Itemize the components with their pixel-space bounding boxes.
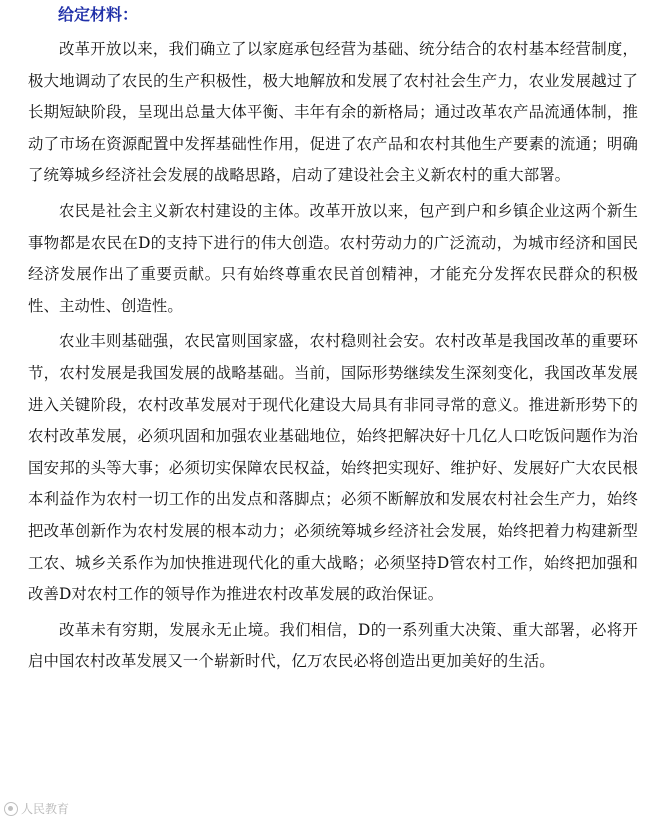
watermark-logo-icon (4, 802, 18, 816)
watermark-text: 人民教育 (21, 802, 70, 816)
paragraph-4: 改革未有穷期，发展永无止境。我们相信，D的一系列重大决策、重大部署，必将开启中国农村改革发展又一个崭新时代，亿万农民必将创造出更加美好的生活。 (28, 620, 638, 671)
material-heading: 给定材料： (58, 5, 139, 24)
paragraph-3: 农业丰则基础强，农民富则国家盛，农村稳则社会安。农村改革是我国改革的重要环节，农村发展是我国发展的战略基础。当前，国际形势继续发生深刻变化，我国改革发展进入关键阶段，农村改革发展对于现代化建设大局具有非同寻常的意义。推进新形势下的农村改革发展，必须巩固和加强农业基础地位，始终把解决好十几亿人口吃饭问题作为治国安邦的头等大事；必须切实保障农民权益，始终把实现好、维护好、发展好广大农民根本利益作为农村一切工作的出发点和落脚点；必须不断解放和发展农村社会生产力，始终把改革创新作为农村发展的根本动力；必须统筹城乡经济社会发展，始终把着力构建新型工农、城乡关系作为加快推进现代化的重大战略；必须坚持D管农村工作，始终把加强和改善D对农村工作的领导作为推进农村改革发展的政治保证。 (28, 332, 638, 604)
paragraph-2: 农民是社会主义新农村建设的主体。改革开放以来，包产到户和乡镇企业这两个新生事物都是农民在D的支持下进行的伟大创造。农村劳动力的广泛流动，为城市经济和国民经济发展作出了重要贡献。只有始终尊重农民首创精神，才能充分发挥农民群众的积极性、主动性、创造性。 (28, 201, 638, 315)
paragraph-1: 改革开放以来，我们确立了以家庭承包经营为基础、统分结合的农村基本经营制度，极大地调动了农民的生产积极性，极大地解放和发展了农村社会生产力，农业发展越过了长期短缺阶段，呈现出总量大体平衡、丰年有余的新格局；通过改革农产品流通体制，推动了市场在资源配置中发挥基础性作用，促进了农产品和农村其他生产要素的流通；明确了统筹城乡经济社会发展的战略思路，启动了建设社会主义新农村的重大部署。 (28, 40, 638, 185)
watermark (4, 800, 69, 817)
